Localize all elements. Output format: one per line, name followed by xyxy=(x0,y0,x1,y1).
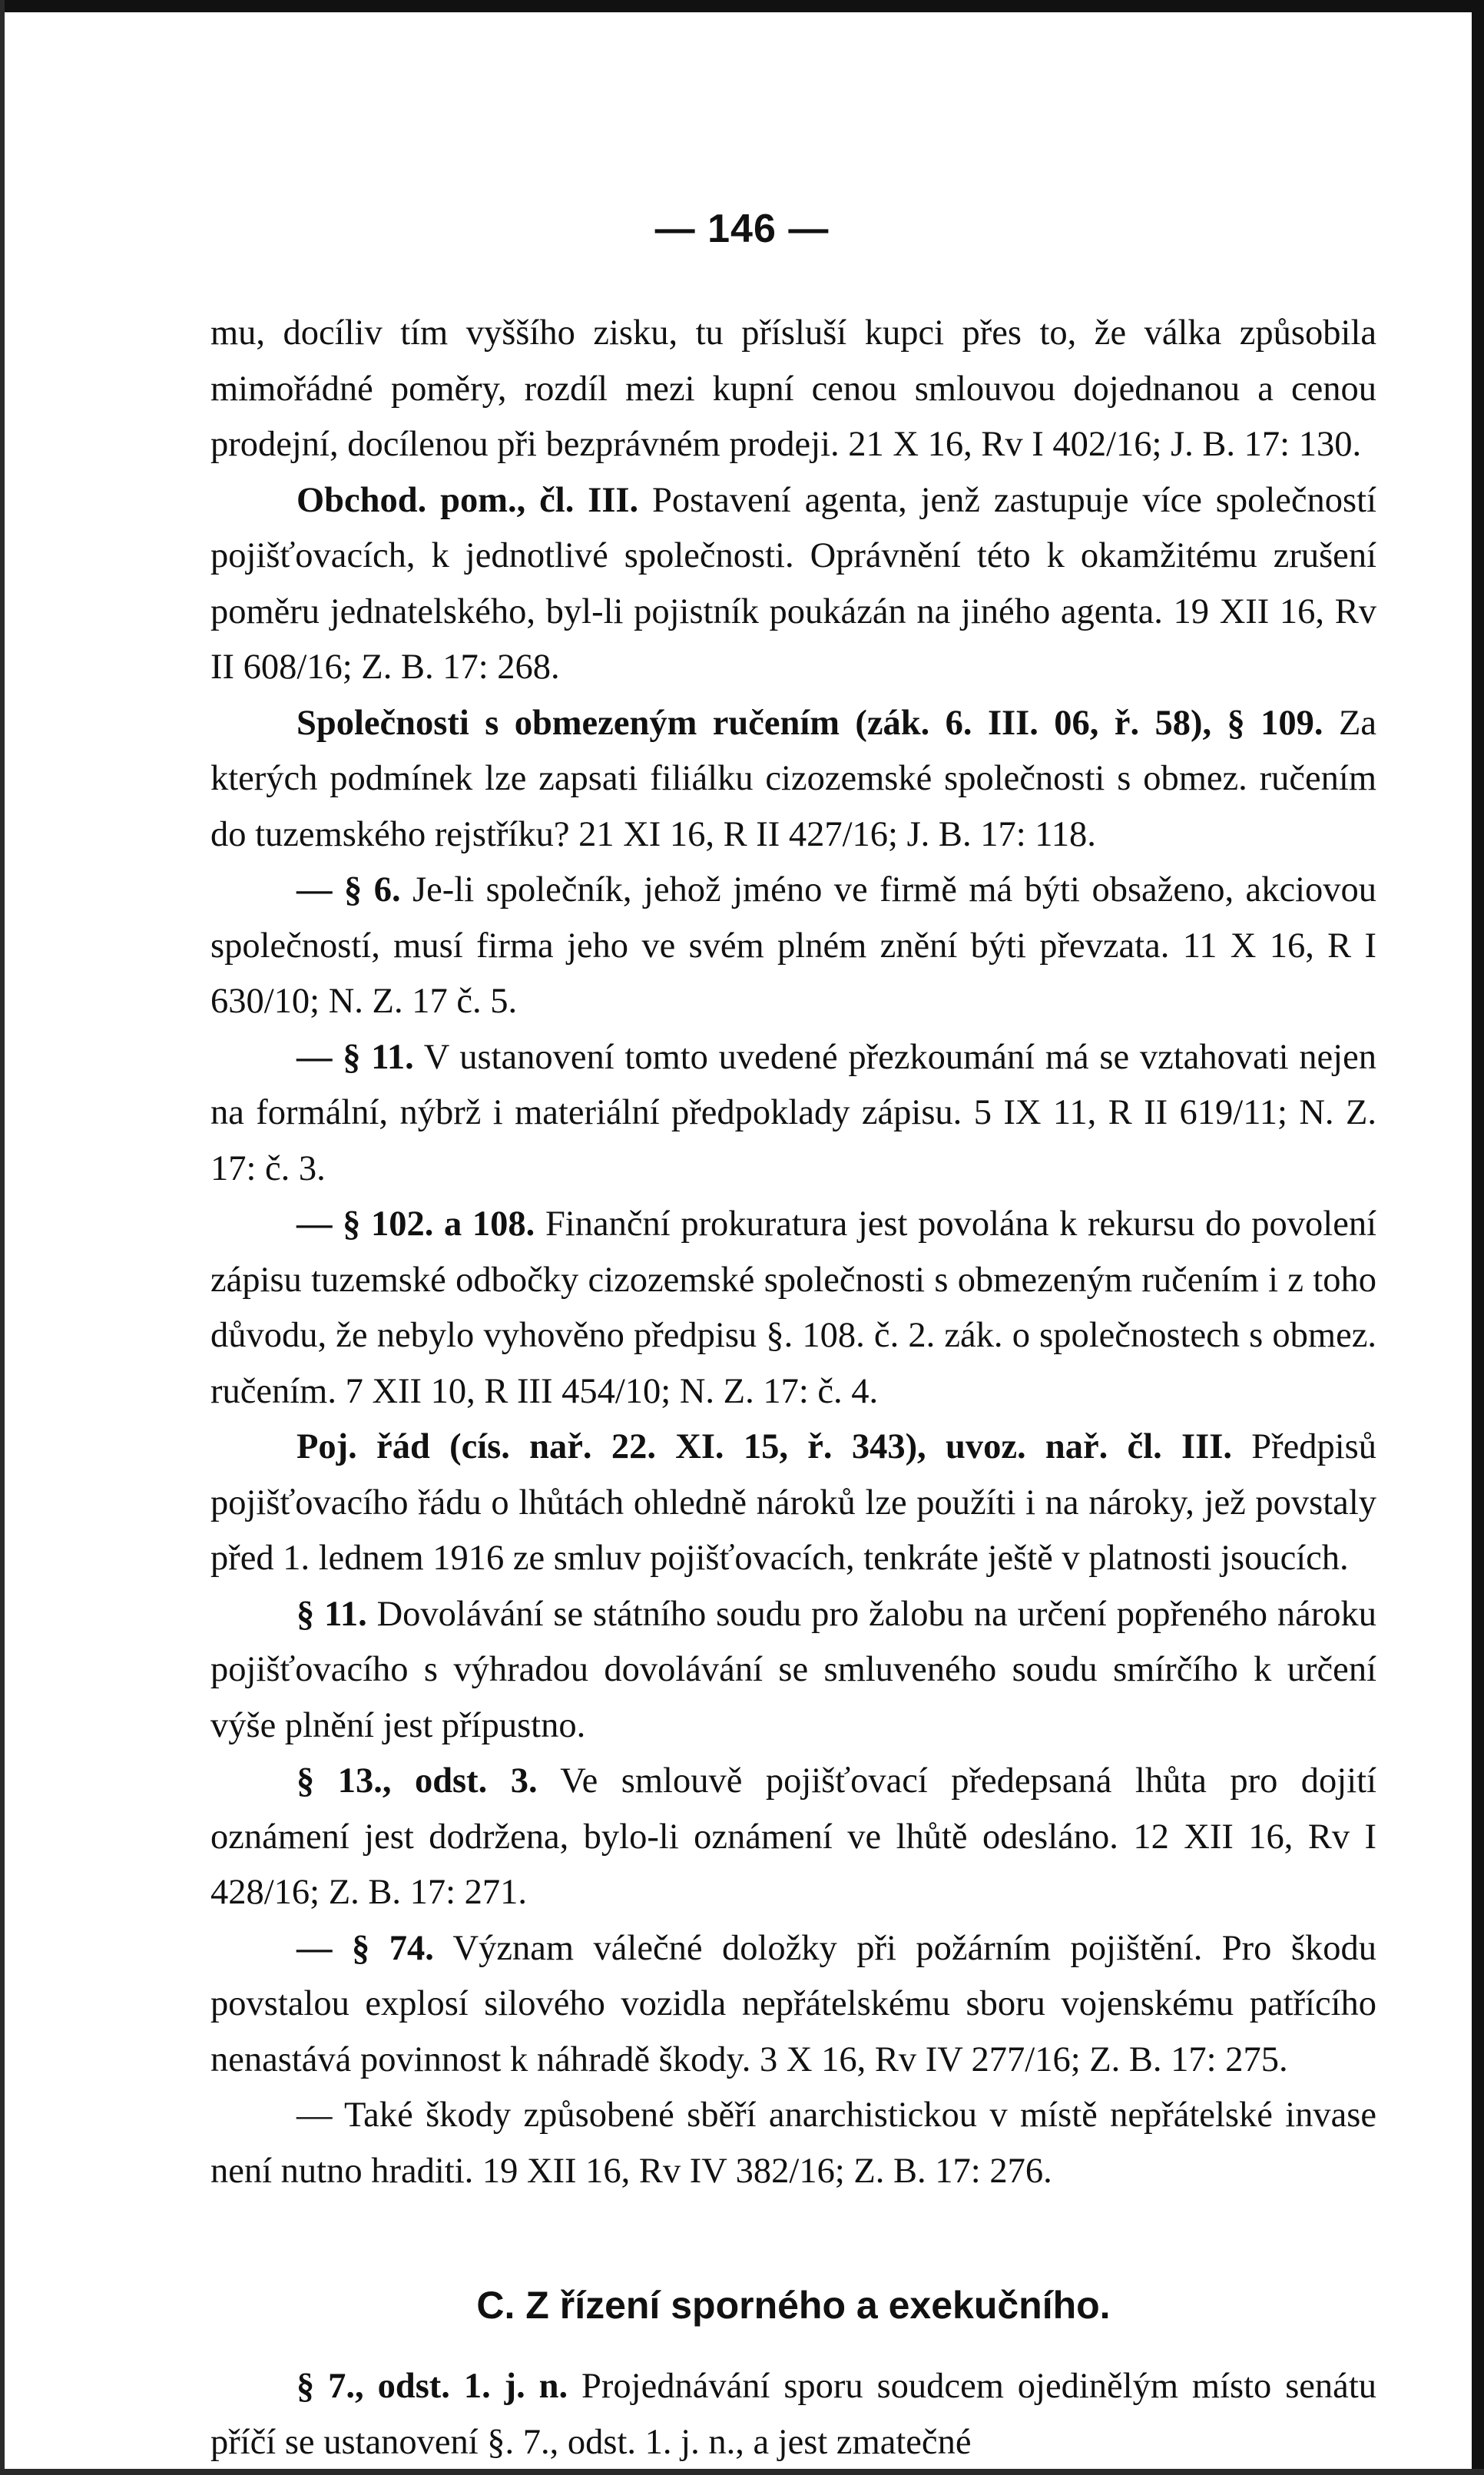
paragraph-text: Finanční prokuratura jest povolána k rekursu do povolení zápisu tuzemské odbočky cizozemské společnosti s obmezeným ručením i z toho důvodu, že nebylo vyhověno předpisu §. 108. č. 2. zák. o společnostech s obmez. ručením. 7 XII 10, R III 454/10; N. Z. 17: č. 4. xyxy=(210,1204,1376,1411)
section-heading: C. Z řízení sporného a exekučního. xyxy=(476,2284,1111,2327)
paragraph-section-13 xyxy=(210,1754,1376,1921)
paragraph-spolecnosti-109 xyxy=(210,696,1376,863)
page-body xyxy=(210,306,1376,2470)
paragraph-text: Za kterých podmínek lze zapsati filiálku cizozemské společnosti s obmez. ručením do tuzemského rejstříku? 21 XI 16, R II 427/16; J. B. 17: 118. xyxy=(210,703,1376,854)
paragraph-lead: § 13., odst. 3. xyxy=(296,1761,538,1801)
paragraph-lead: — § 74. xyxy=(296,1928,434,1968)
paragraph-lead: Společnosti s obmezeným ručením (zák. 6. III. 06, ř. 58), § 109. xyxy=(296,703,1323,743)
page-number: — 146 — xyxy=(654,207,830,251)
paragraph-continuation xyxy=(210,306,1376,473)
paragraph-poj-section-11 xyxy=(210,1587,1376,1754)
paragraph-text: Význam válečné doložky při požárním pojištění. Pro škodu povstalou explosí silového vozidla nepřátelskému sboru vojenskému patřícího nenastává povinnost k náhradě škody. 3 X 16, Rv IV 277/16; Z. B. 17: 275. xyxy=(210,1928,1376,2079)
paragraph-text: Je-li společník, jehož jméno ve firmě má býti obsaženo, akciovou společností, musí firma jeho ve svém plném znění býti převzata. 11 X 16, R I 630/10; N. Z. 17 č. 5. xyxy=(210,870,1377,1021)
paragraph-section-7 xyxy=(210,2359,1376,2470)
paragraph-text: Dovolávání se státního soudu pro žalobu na určení popřeného nároku pojišťovacího s výhradou dovolávání se smluveného soudu smírčího k určení výše plnění jest přípustno. xyxy=(210,1594,1376,1745)
paragraph-text: mu, docíliv tím vyššího zisku, tu přísluší kupci přes to, že válka způsobila mimořádné poměry, rozdíl mezi kupní cenou smlouvou dojednanou a cenou prodejní, docílenou při bezprávném prodeji. 21 X 16, Rv I 402/16; J. B. 17: 130. xyxy=(210,313,1376,464)
paragraph-text: Předpisů pojišťovacího řádu o lhůtách ohledně nároků lze použíti i na nároky, jež povstaly před 1. lednem 1916 ze smluv pojišťovacích, tenkráte ještě v platnosti jsoucích. xyxy=(210,1427,1376,1578)
paragraph-section-74 xyxy=(210,1921,1376,2089)
scan-border-top xyxy=(0,0,1484,12)
paragraph-lead: § 11. xyxy=(296,1594,367,1634)
paragraph-poj-rad xyxy=(210,1420,1376,1587)
paragraph-text: Postavení agenta, jenž zastupuje více společností pojišťovacích, k jednotlivé společnosti. Oprávnění této k okamžitému zrušení poměru jednatelského, byl-li pojistník poukázán na jiného agenta. 19 XII 16, Rv II 608/16; Z. B. 17: 268. xyxy=(210,480,1376,687)
paragraph-section-11 xyxy=(210,1030,1376,1198)
paragraph-obchod-pom xyxy=(210,473,1376,696)
paragraph-section-6 xyxy=(210,863,1376,1030)
paragraph-section-102-108 xyxy=(210,1197,1376,1420)
paragraph-text: — Také škody způsobené sběří anarchistickou v místě nepřátelské invase není nutno hraditi. 19 XII 16, Rv IV 382/16; Z. B. 17: 276. xyxy=(210,2096,1376,2191)
paragraph-lead: — § 11. xyxy=(296,1037,414,1077)
paragraph-lead: — § 6. xyxy=(296,870,401,909)
paragraph-text: Projednávání sporu soudcem ojedinělým místo senátu příčí se ustanovení §. 7., odst. 1. j. n., a jest zmatečné xyxy=(210,2367,1376,2462)
scan-border-right xyxy=(1472,0,1484,2475)
paragraph-lead: — § 102. a 108. xyxy=(296,1204,535,1244)
paragraph-lead: Obchod. pom., čl. III. xyxy=(296,480,639,520)
paragraph-text: V ustanovení tomto uvedené přezkoumání má se vztahovati nejen na formální, nýbrž i materiální předpoklady zápisu. 5 IX 11, R II 619/11; N. Z. 17: č. 3. xyxy=(210,1037,1376,1188)
paragraph-text: Ve smlouvě pojišťovací předepsaná lhůta pro dojití oznámení jest dodržena, bylo-li oznámení ve lhůtě odesláno. 12 XII 16, Rv I 428/16; Z. B. 17: 271. xyxy=(210,1761,1376,1912)
paragraph-lead: § 7., odst. 1. j. n. xyxy=(296,2367,568,2406)
paragraph-anarchist-damage xyxy=(210,2088,1376,2199)
scan-border-left xyxy=(0,0,5,2475)
paragraph-lead: Poj. řád (cís. nař. 22. XI. 15, ř. 343), uvoz. nař. čl. III. xyxy=(296,1427,1232,1466)
